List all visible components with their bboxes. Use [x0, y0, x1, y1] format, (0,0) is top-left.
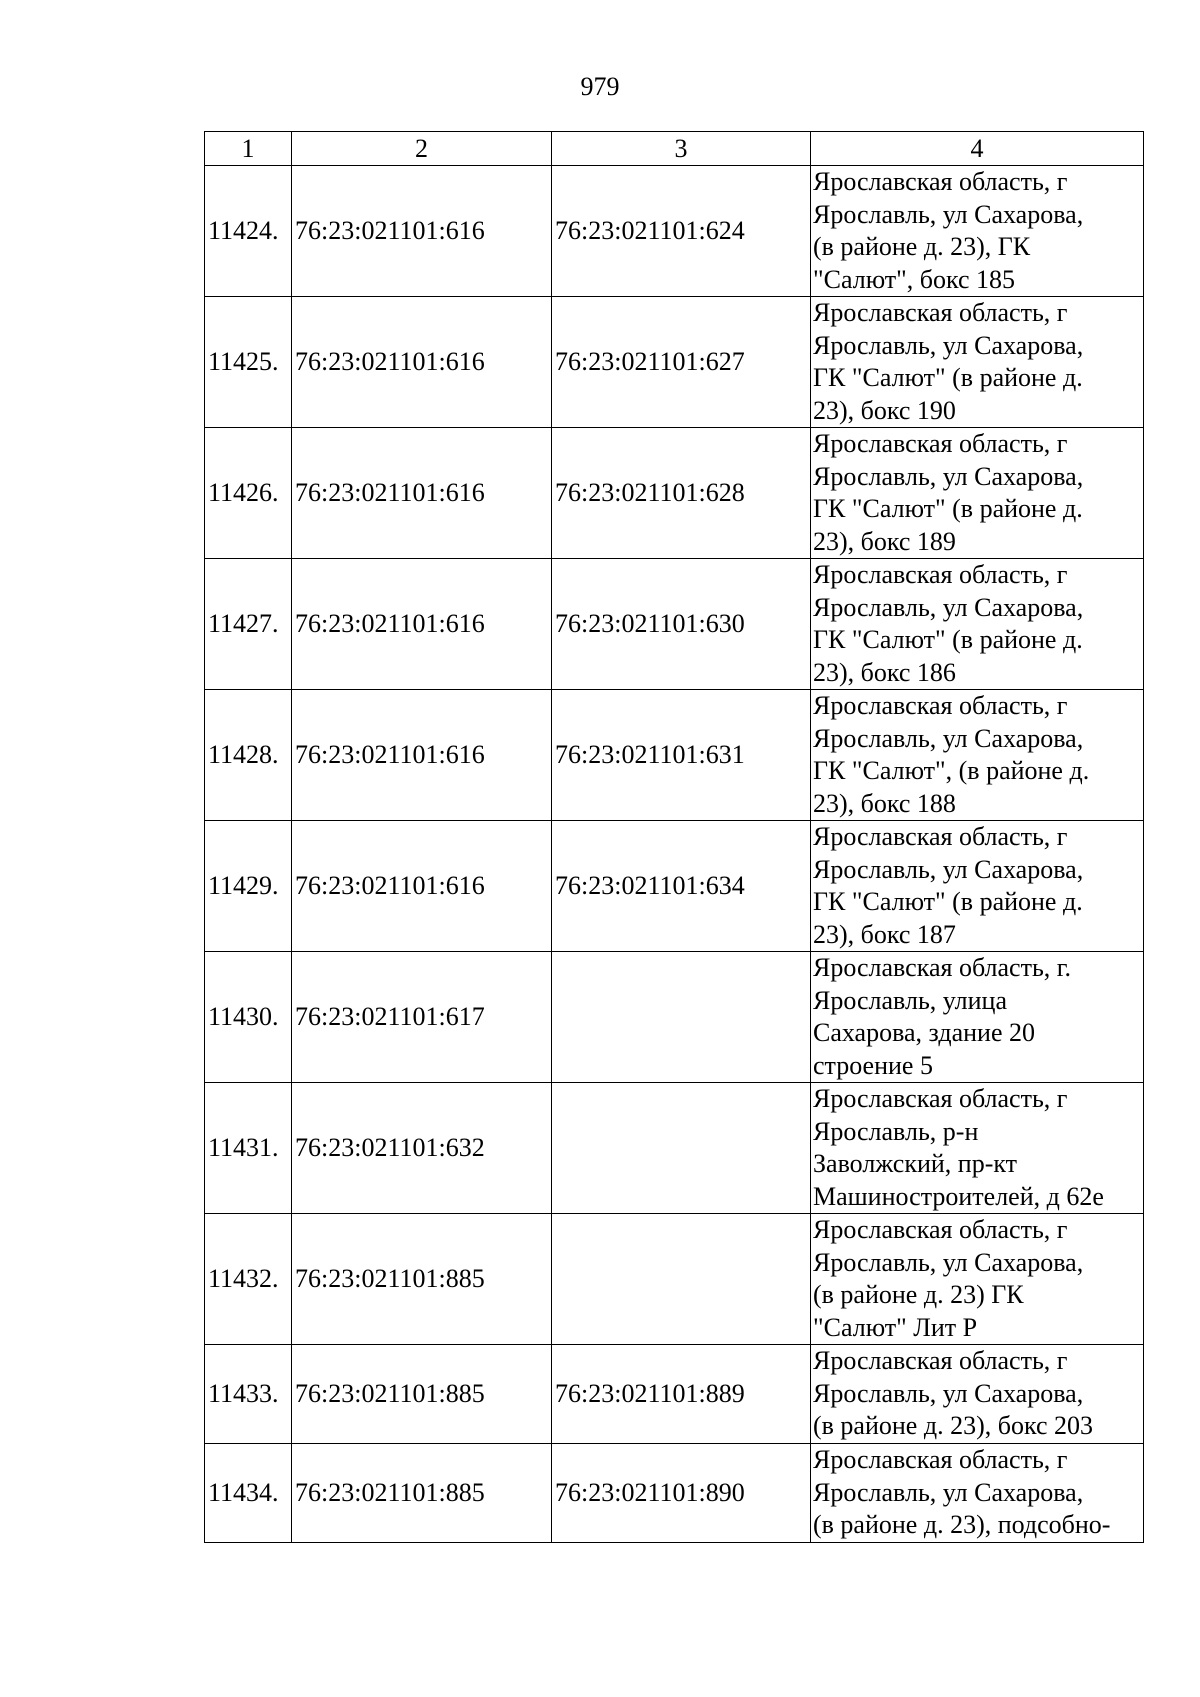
address-line: Ярославль, ул Сахарова,	[813, 592, 1084, 622]
address-line: Машиностроителей, д 62е	[813, 1181, 1104, 1211]
table-header-row	[205, 132, 1144, 166]
address-line: Ярославская область, г	[813, 691, 1068, 720]
address-line: ГК "Салют" (в районе д.	[813, 363, 1083, 392]
address-line: "Салют", бокс 185	[813, 264, 1016, 294]
address-line: ГК "Салют" (в районе д.	[813, 494, 1083, 523]
address-line: Ярославская область, г	[813, 1346, 1068, 1376]
row-number: 11433.	[205, 1345, 292, 1444]
parcel-cadastral-number: 76:23:021101:616	[292, 821, 552, 952]
address-line: Ярославль, ул Сахарова,	[813, 723, 1084, 753]
parcel-cadastral-number: 76:23:021101:616	[292, 297, 552, 428]
row-number: 11430.	[205, 952, 292, 1083]
row-number: 11429.	[205, 821, 292, 952]
address-line: Сахарова, здание 20	[813, 1018, 1035, 1047]
address-cell	[811, 1214, 1144, 1345]
table-row	[205, 1345, 1144, 1444]
address-line: ГК "Салют" (в районе д.	[813, 625, 1083, 654]
address-cell	[811, 428, 1144, 559]
object-cadastral-number	[552, 952, 811, 1083]
address-line: Ярославская область, г	[813, 298, 1068, 327]
object-cadastral-number	[552, 1083, 811, 1214]
column-header-4: 4	[811, 132, 1144, 166]
row-number: 11434.	[205, 1444, 292, 1543]
address-cell	[811, 952, 1144, 1083]
address-cell	[811, 690, 1144, 821]
object-cadastral-number: 76:23:021101:634	[552, 821, 811, 952]
address-line: Заволжский, пр-кт	[813, 1149, 1018, 1178]
column-header-3: 3	[552, 132, 811, 166]
row-number: 11426.	[205, 428, 292, 559]
address-line: Ярославль, ул Сахарова,	[813, 854, 1084, 884]
address-cell	[811, 297, 1144, 428]
table-body	[205, 166, 1144, 1543]
address-cell	[811, 559, 1144, 690]
table-row	[205, 297, 1144, 428]
address-line: ГК "Салют" (в районе д.	[813, 887, 1083, 916]
parcel-cadastral-number: 76:23:021101:885	[292, 1444, 552, 1543]
address-line: Ярославская область, г	[813, 1084, 1068, 1113]
object-cadastral-number	[552, 1214, 811, 1345]
address-line: Ярославль, ул Сахарова,	[813, 199, 1084, 229]
address-cell	[811, 1345, 1144, 1444]
column-header-1: 1	[205, 132, 292, 166]
object-cadastral-number: 76:23:021101:890	[552, 1444, 811, 1543]
address-line: Ярославль, ул Сахарова,	[813, 1477, 1084, 1507]
row-number: 11431.	[205, 1083, 292, 1214]
parcel-cadastral-number: 76:23:021101:616	[292, 690, 552, 821]
object-cadastral-number: 76:23:021101:624	[552, 166, 811, 297]
table-row	[205, 952, 1144, 1083]
address-cell	[811, 821, 1144, 952]
address-line: 23), бокс 190	[813, 395, 956, 425]
table-row	[205, 690, 1144, 821]
parcel-cadastral-number: 76:23:021101:885	[292, 1345, 552, 1444]
address-line: Ярославль, ул Сахарова,	[813, 1247, 1084, 1277]
address-line: (в районе д. 23), ГК	[813, 232, 1031, 261]
row-number: 11428.	[205, 690, 292, 821]
parcel-cadastral-number: 76:23:021101:617	[292, 952, 552, 1083]
address-line: Ярославль, улица	[813, 985, 1008, 1015]
address-cell	[811, 166, 1144, 297]
row-number: 11432.	[205, 1214, 292, 1345]
address-line: Ярославль, ул Сахарова,	[813, 330, 1084, 360]
table-row	[205, 1444, 1144, 1543]
address-line: ГК "Салют", (в районе д.	[813, 756, 1090, 785]
address-line: 23), бокс 187	[813, 919, 956, 949]
address-line: Ярославль, ул Сахарова,	[813, 1378, 1084, 1408]
address-line: (в районе д. 23), подсобно-	[813, 1510, 1111, 1540]
object-cadastral-number: 76:23:021101:630	[552, 559, 811, 690]
address-cell	[811, 1083, 1144, 1214]
address-line: 23), бокс 189	[813, 526, 956, 556]
table-row	[205, 821, 1144, 952]
table-row	[205, 1083, 1144, 1214]
row-number: 11425.	[205, 297, 292, 428]
address-line: Ярославль, ул Сахарова,	[813, 461, 1084, 491]
parcel-cadastral-number: 76:23:021101:885	[292, 1214, 552, 1345]
page-number: 979	[580, 72, 620, 101]
parcel-cadastral-number: 76:23:021101:616	[292, 428, 552, 559]
table-row	[205, 428, 1144, 559]
registry-table	[204, 131, 1144, 1543]
parcel-cadastral-number: 76:23:021101:632	[292, 1083, 552, 1214]
address-line: "Салют" Лит Р	[813, 1312, 978, 1342]
object-cadastral-number: 76:23:021101:631	[552, 690, 811, 821]
address-line: Ярославская область, г	[813, 167, 1068, 196]
address-line: 23), бокс 188	[813, 788, 956, 818]
address-line: Ярославская область, г	[813, 1215, 1068, 1244]
address-line: Ярославль, р-н	[813, 1116, 979, 1146]
table-row	[205, 1214, 1144, 1345]
address-line: Ярославская область, г.	[813, 953, 1072, 982]
object-cadastral-number: 76:23:021101:628	[552, 428, 811, 559]
object-cadastral-number: 76:23:021101:627	[552, 297, 811, 428]
address-cell	[811, 1444, 1144, 1543]
parcel-cadastral-number: 76:23:021101:616	[292, 166, 552, 297]
address-line: строение 5	[813, 1050, 933, 1080]
address-line: Ярославская область, г	[813, 1445, 1068, 1475]
address-line: (в районе д. 23) ГК	[813, 1280, 1024, 1309]
row-number: 11427.	[205, 559, 292, 690]
address-line: Ярославская область, г	[813, 560, 1068, 589]
address-line: (в районе д. 23), бокс 203	[813, 1411, 1093, 1441]
table-row	[205, 166, 1144, 297]
address-line: 23), бокс 186	[813, 657, 956, 687]
object-cadastral-number: 76:23:021101:889	[552, 1345, 811, 1444]
parcel-cadastral-number: 76:23:021101:616	[292, 559, 552, 690]
table-row	[205, 559, 1144, 690]
address-line: Ярославская область, г	[813, 429, 1068, 458]
column-header-2: 2	[292, 132, 552, 166]
row-number: 11424.	[205, 166, 292, 297]
address-line: Ярославская область, г	[813, 822, 1068, 851]
